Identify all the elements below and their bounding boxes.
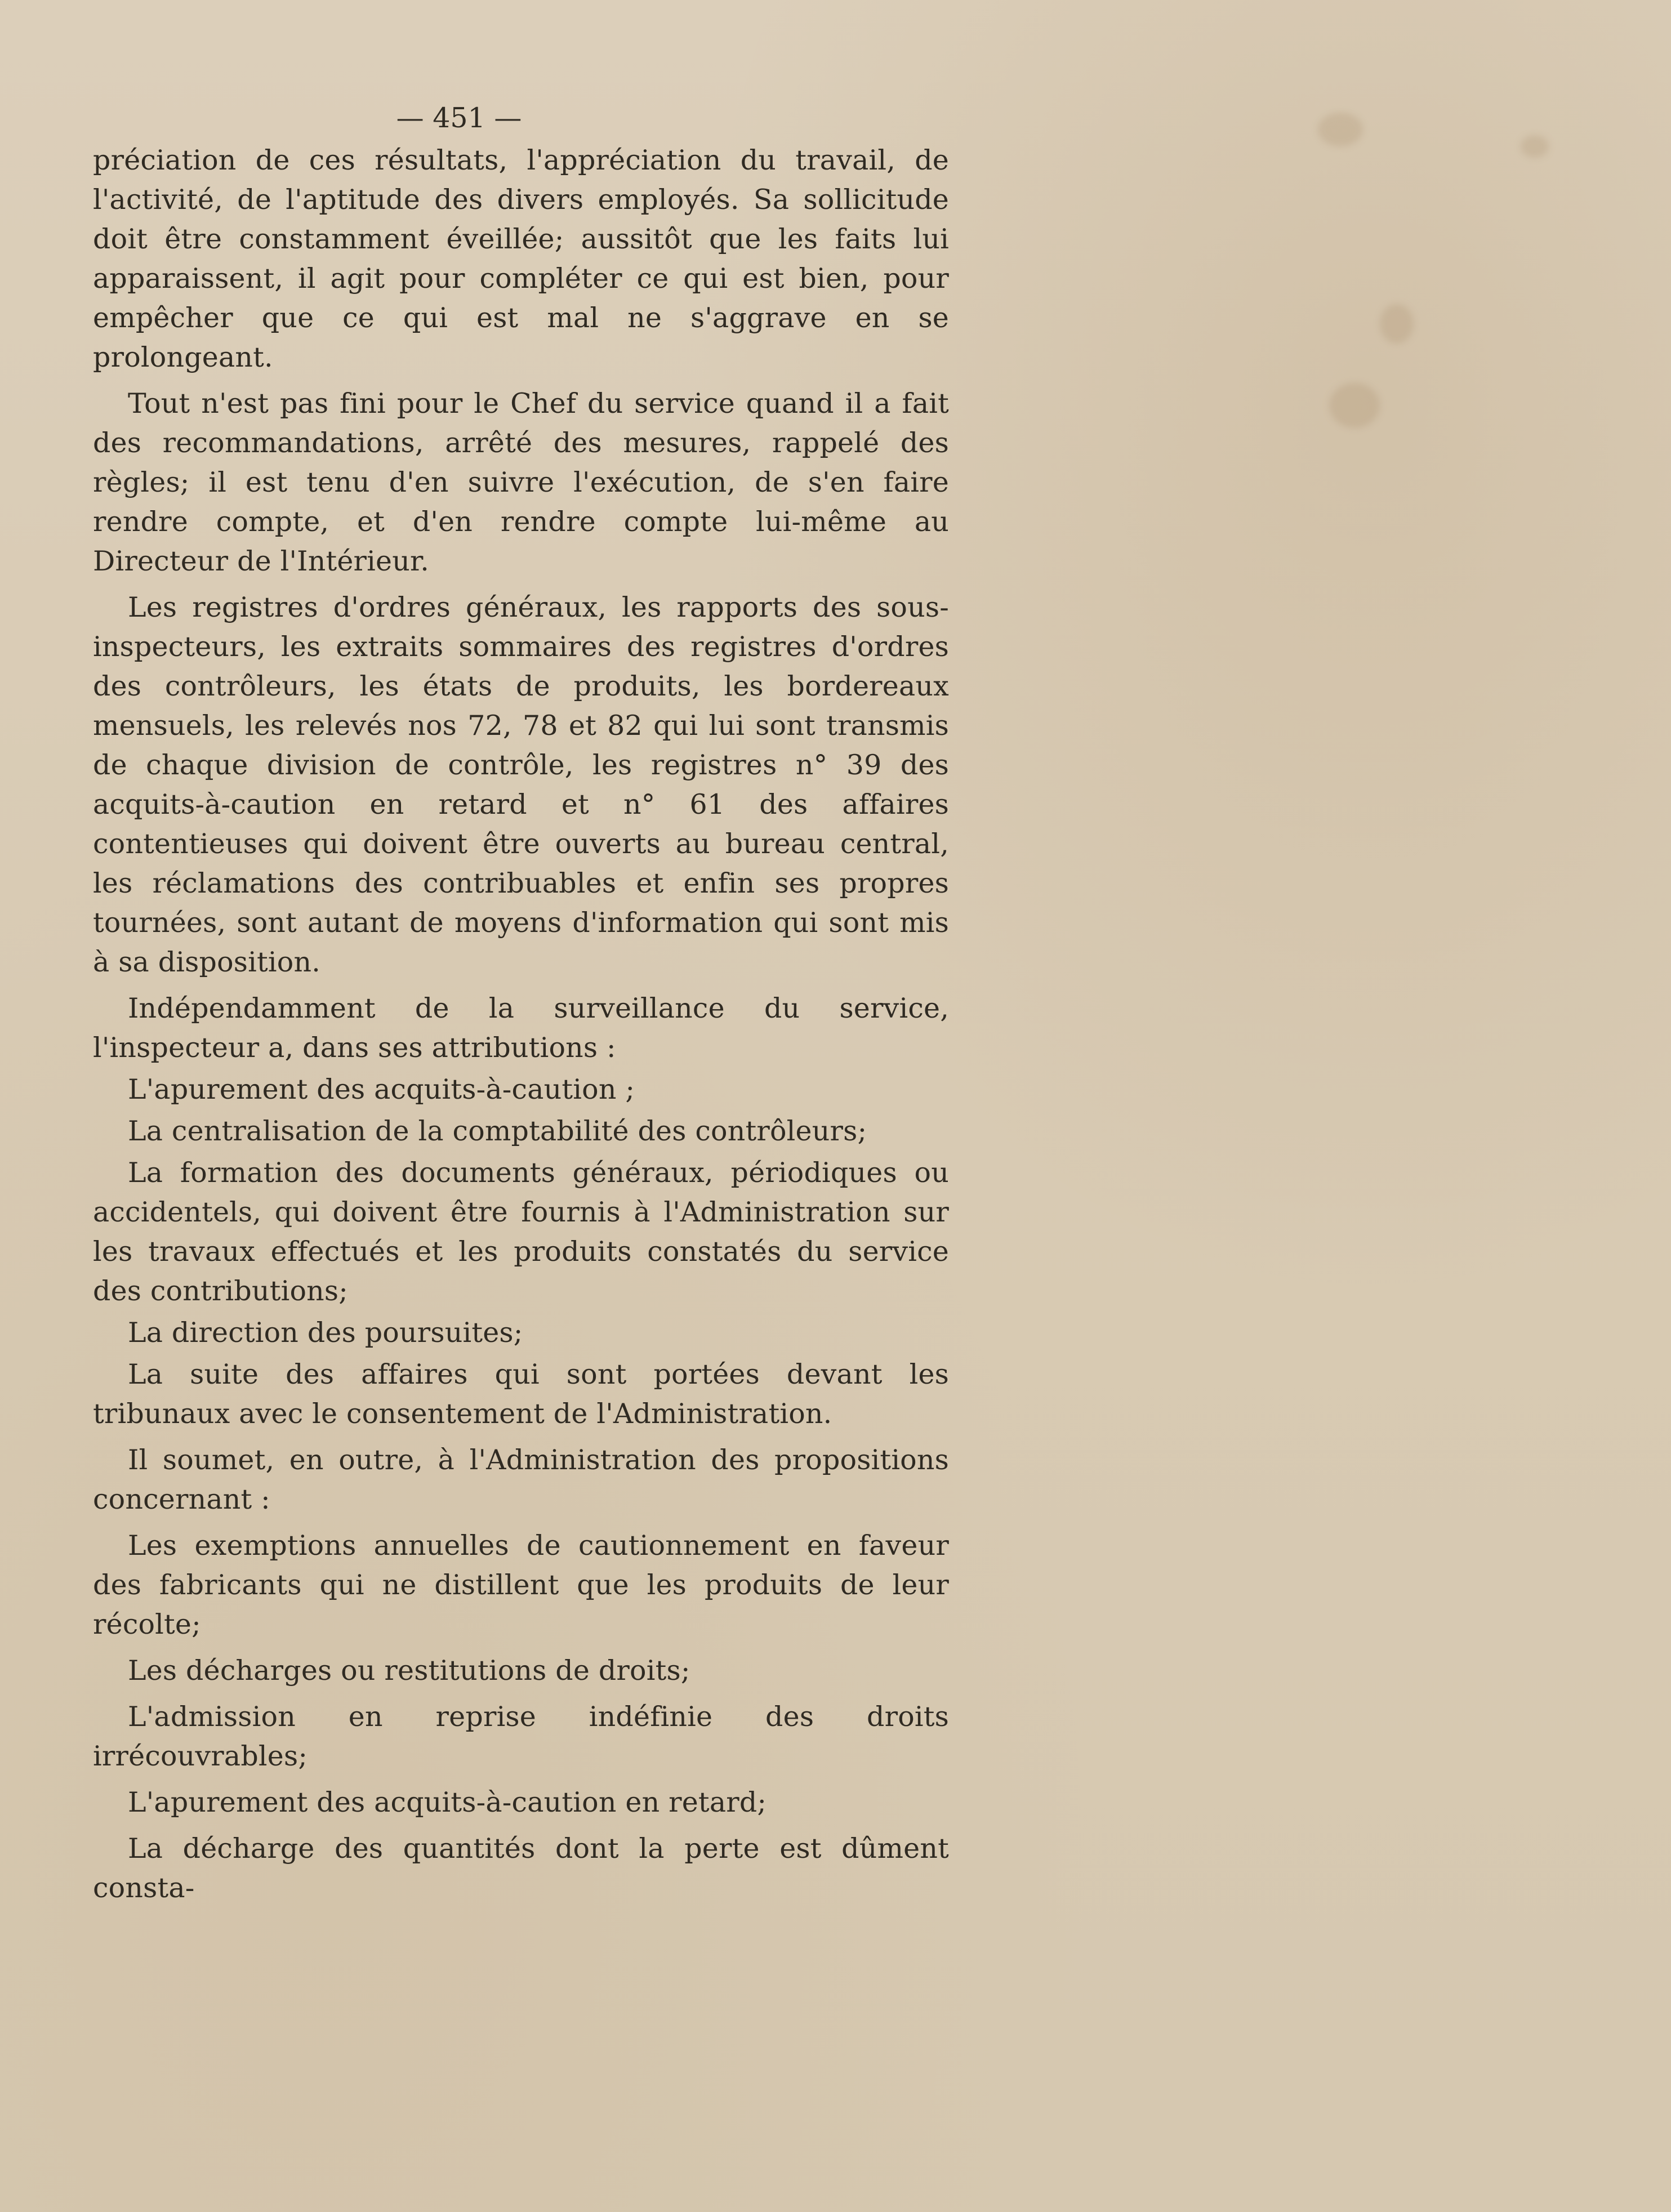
- list-item: Les décharges ou restitutions de droits;: [128, 1654, 690, 1687]
- paragraph: Il soumet, en outre, à l'Administration des propositions concernant :: [93, 1444, 949, 1515]
- paragraph: Les registres d'ordres généraux, les rapports des sous-inspecteurs, les extraits sommaires des registres d'ordres des contrôleurs, les états de produits, les bordereaux mensuels, les relevés nos 72, 78 et 82 qui lui sont transmis de chaque division de contrôle, les registres n° 39 des acquits-à-caution en retard et n° 61 des affaires contentieuses qui doivent être ouverts au bureau central, les réclamations des contribuables et enfin ses propres tournées, sont autant de moyens d'information qui sont mis à sa disposition.: [93, 591, 949, 978]
- list-item: La direction des poursuites;: [128, 1317, 523, 1349]
- paragraph: Indépendamment de la surveillance du service, l'inspecteur a, dans ses attributions :: [93, 992, 949, 1064]
- paper-stain: [1329, 383, 1380, 428]
- paragraph: Tout n'est pas fini pour le Chef du service quand il a fait des recommandations, arrêté des mesures, rappelé des règles; il est tenu d'en suivre l'exécution, de s'en faire rendre compte, et d'en rendre compte lui-même au Directeur de l'Intérieur.: [93, 387, 949, 577]
- list-item: Les exemptions annuelles de cautionnement en faveur des fabricants qui ne distillent que les produits de leur récolte;: [93, 1529, 949, 1640]
- list-item: La décharge des quantités dont la perte est dûment consta-: [93, 1832, 949, 1904]
- list-item: L'apurement des acquits-à-caution en retard;: [128, 1786, 767, 1818]
- document-body: [93, 101, 949, 1910]
- page-number: — 451 —: [396, 102, 522, 134]
- paper-stain: [1380, 304, 1414, 344]
- list-item: L'admission en reprise indéfinie des droits irrécouvrables;: [93, 1701, 949, 1772]
- list-item: L'apurement des acquits-à-caution ;: [128, 1073, 635, 1105]
- paragraph: préciation de ces résultats, l'appréciation du travail, de l'activité, de l'aptitude des divers employés. Sa sollicitude doit être constamment éveillée; aussitôt que les faits lui apparaissent, il agit pour compléter ce qui est bien, pour empêcher que ce qui est mal ne s'aggrave en se prolongeant.: [93, 144, 949, 373]
- list-item: La formation des documents généraux, périodiques ou accidentels, qui doivent être fournis à l'Administration sur les travaux effectués et les produits constatés du service des contributions;: [93, 1157, 949, 1307]
- list-item: La suite des affaires qui sont portées devant les tribunaux avec le consentement de l'Administration.: [93, 1358, 949, 1430]
- list-item: La centralisation de la comptabilité des contrôleurs;: [128, 1115, 867, 1147]
- paper-stain: [1318, 113, 1363, 146]
- paper-stain: [1521, 135, 1549, 158]
